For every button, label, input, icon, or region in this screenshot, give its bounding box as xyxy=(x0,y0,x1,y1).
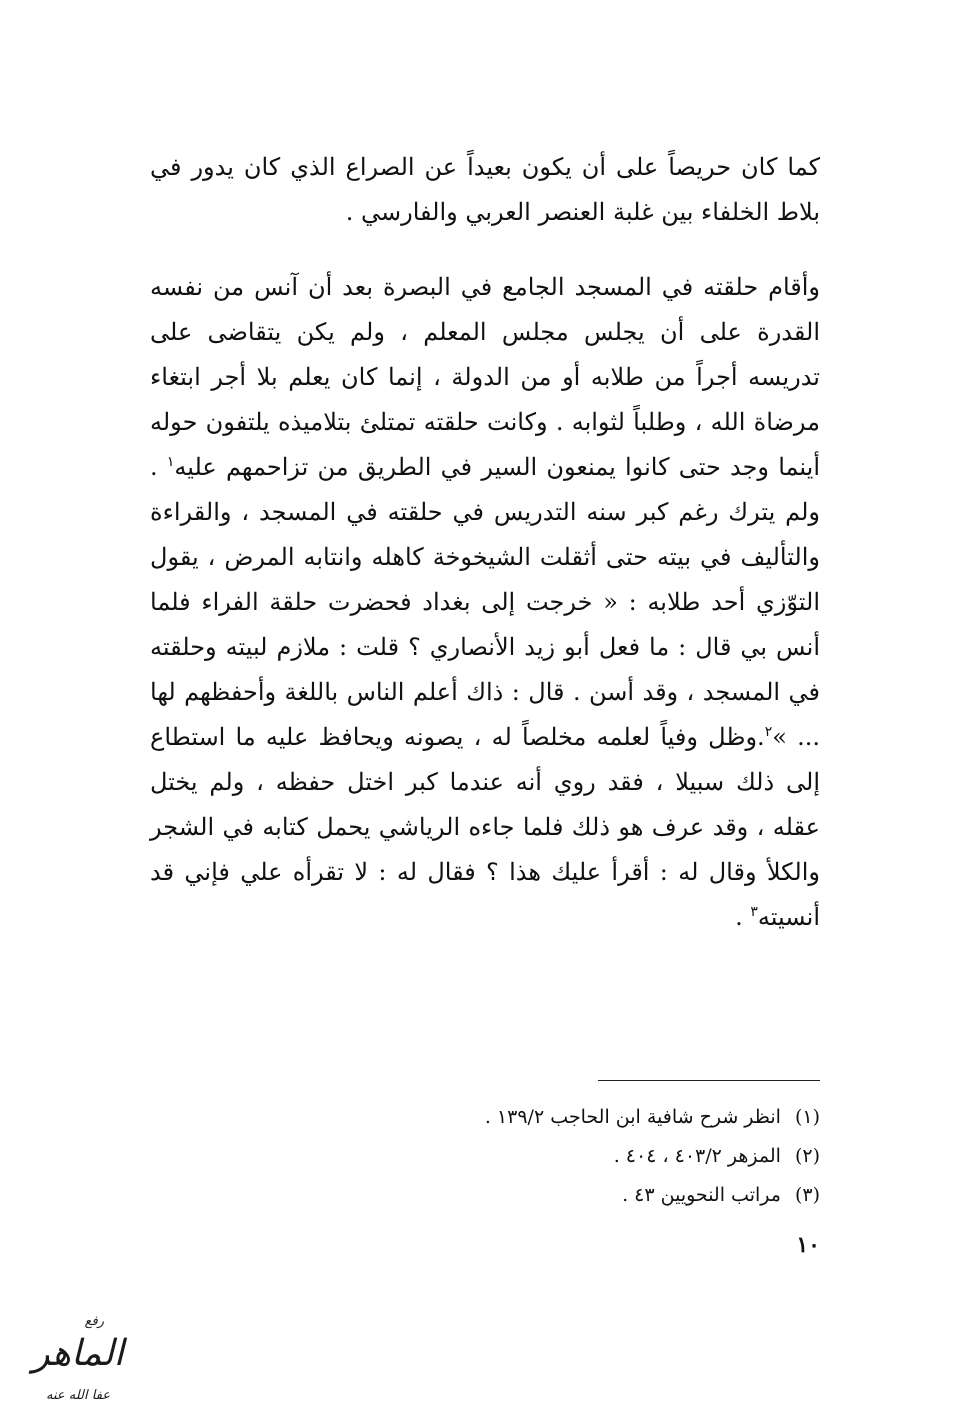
paragraph-2-part-1: وأقام حلقته في المسجد الجامع في البصرة بعد أن آنس من نفسه القدرة على أن يجلس مجلس المعلم ، ولم يكن يتقاضى على تدريسه أجراً من طلابه أو من الدولة ، إنما كان يعلم بلا أجر ابتغاء مرضاة الله ، وطلباً لثوابه . وكانت حلقته تمتلئ بتلاميذه يلتفون حوله أينما وجد حتى كانوا يمنعون السير في الطريق من تزاحمهم عليه xyxy=(150,273,820,481)
paragraph-2-end: . xyxy=(735,903,751,931)
watermark-logo xyxy=(12,1312,144,1412)
footnote-divider xyxy=(598,1080,820,1081)
footnotes xyxy=(300,1098,820,1215)
footnote-reference-2: ٢ xyxy=(764,724,773,740)
footnote-text: انظر شرح شافية ابن الحاجب ١٣٩/٢ . xyxy=(484,1106,781,1128)
main-text xyxy=(150,145,820,940)
footnote-1 xyxy=(300,1098,820,1137)
footnote-reference-1: ١ xyxy=(166,454,175,470)
paragraph-2-part-3: .وظل وفياً لعلمه مخلصاً له ، يصونه ويحافظ عليه ما استطاع إلى ذلك سبيلا ، فقد روي أنه عندما كبر اختل حفظه ، ولم يختل عقله ، وقد عرف هو ذلك فلما جاءه الرياشي يحمل كتابه في الشجر والكلأ وقال له : أقرأ عليك هذا ؟ فقال له : لا تقرأه علي فإني قد أنسيته xyxy=(150,723,820,931)
footnote-3 xyxy=(300,1176,820,1215)
paragraph-1: كما كان حريصاً على أن يكون بعيداً عن الصراع الذي كان يدور في بلاط الخلفاء بين غلبة العنصر العربي والفارسي . xyxy=(150,153,820,226)
footnote-2 xyxy=(300,1137,820,1176)
paragraph-2-part-2: . ولم يترك رغم كبر سنه التدريس في حلقته في المسجد ، والقراءة والتأليف في بيته حتى أثقلت الشيخوخة كاهله وانتابه المرض ، يقول التوّزي أحد طلابه : « خرجت إلى بغداد فحضرت حلقة الفراء فلما أنس بي قال : ما فعل أبو زيد الأنصاري ؟ قلت : ملازم لبيته وحلقته في المسجد ، وقد أسن . قال : ذاك أعلم الناس باللغة وأحفظهم لها ... » xyxy=(150,453,820,751)
watermark-lower-text: عفا الله عنه xyxy=(45,1388,111,1403)
page-number: ١٠ xyxy=(796,1232,820,1258)
footnote-number: (١) xyxy=(794,1106,820,1128)
footnote-number: (٢) xyxy=(794,1145,820,1167)
footnote-text: المزهر ٤٠٣/٢ ، ٤٠٤ . xyxy=(613,1145,781,1167)
footnote-reference-3: ٣ xyxy=(750,904,758,920)
paragraph-2 xyxy=(150,265,820,940)
watermark-upper-text: رفع xyxy=(84,1314,104,1329)
watermark-main-text: الماهر xyxy=(32,1333,124,1374)
footnote-number: (٣) xyxy=(794,1184,820,1206)
footnote-text: مراتب النحويين ٤٣ . xyxy=(622,1184,781,1206)
